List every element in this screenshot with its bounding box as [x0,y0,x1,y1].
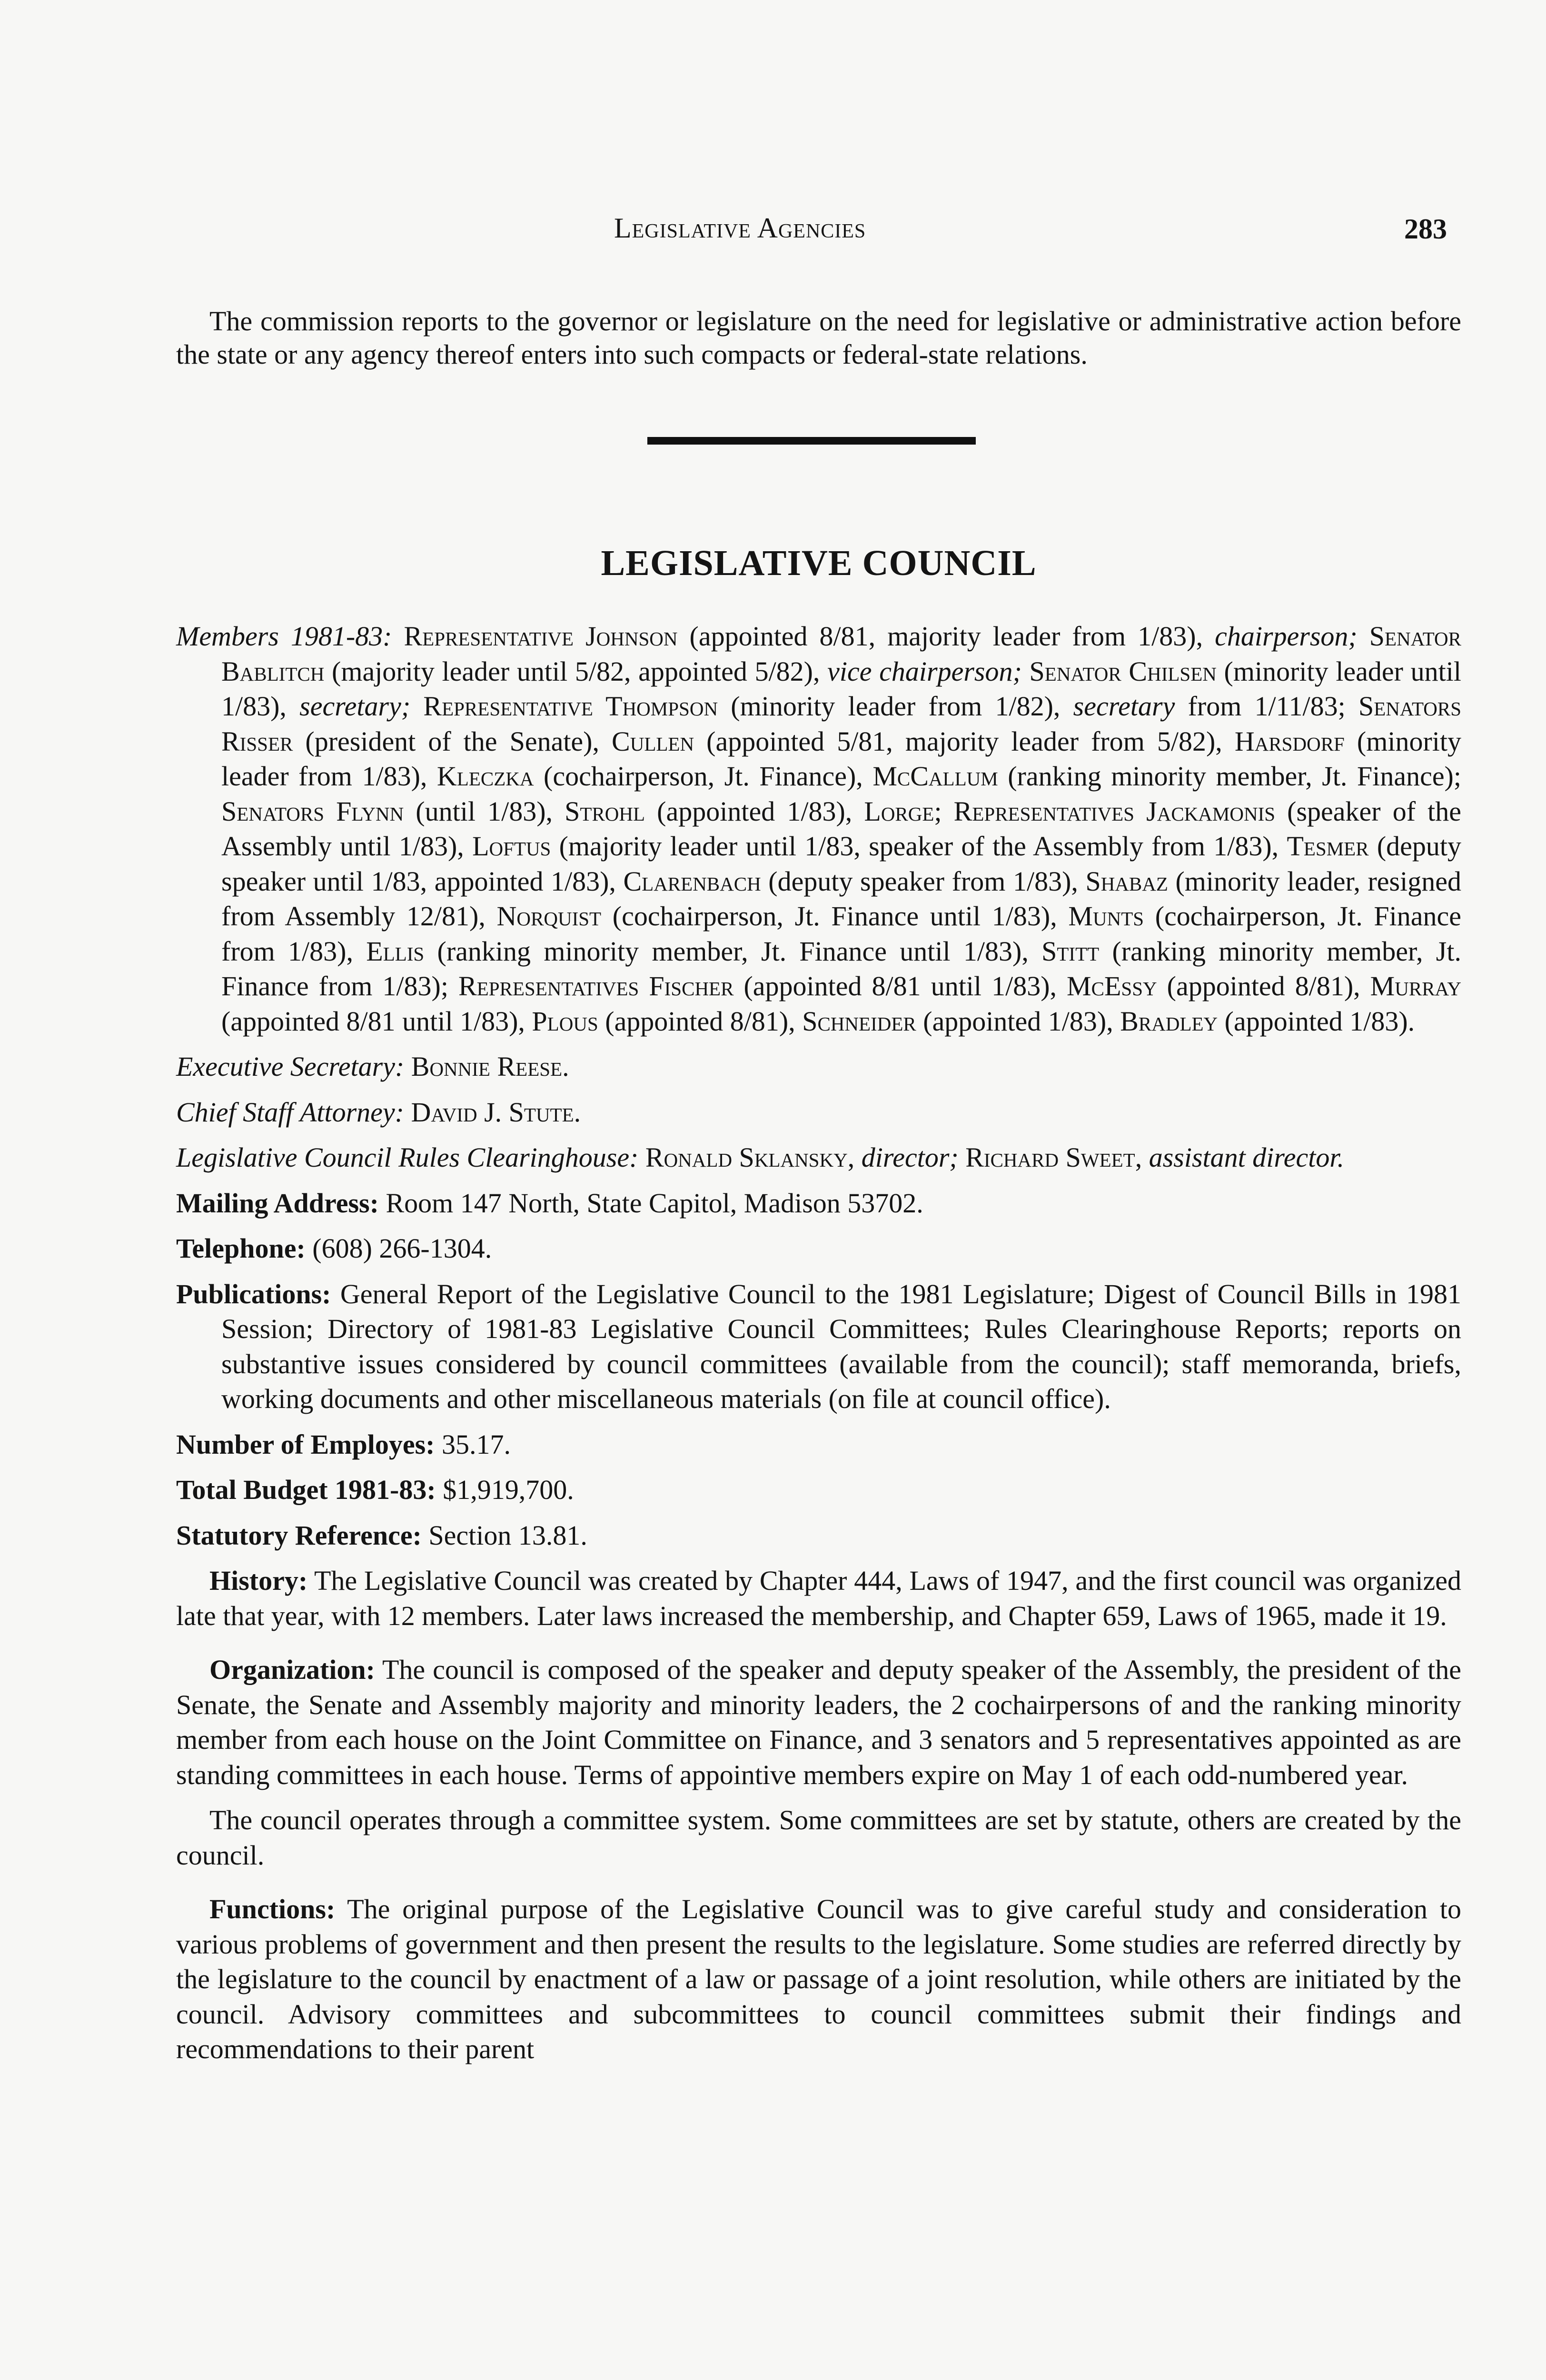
member-detail: (minority leader from 1/83), [221,725,1461,792]
publications-label: Publications: [176,1278,331,1309]
member-name: Cullen [612,725,694,757]
member-detail: (appointed 8/81 until 1/83), [733,971,1067,1002]
members-label: Members 1981-83: [176,621,392,652]
organization-label: Organization: [209,1654,375,1685]
organization-paragraph [176,1652,1461,1792]
member-detail: (until 1/83), [404,795,565,827]
member-name: Norquist [496,901,602,932]
statutory-reference-label: Statutory Reference: [176,1519,422,1551]
member-detail [1022,656,1030,687]
mailing-address-entry [176,1186,1461,1221]
member-role: vice chairperson; [827,655,1022,687]
member-name: Plous [532,1005,598,1037]
budget-entry [176,1472,1461,1507]
publications-value: General Report of the Legislative Council to the 1981 Legislature; Digest of Council Bills in 1981 Session; Directory of 1981-83 Legislative Council Committees; Rules Clearinghouse Reports; reports on substantive issues considered by council committees (available from the council); staff memoranda, briefs, working documents and other miscellaneous materials (on file at council office). [221,1278,1461,1414]
member-detail: (appointed 8/81 until 1/83), [221,1005,532,1037]
member-detail: (president of the Senate), [293,725,612,757]
member-detail: (appointed 1/83), [916,1005,1120,1037]
executive-secretary-name: Bonnie Reese. [411,1051,569,1082]
member-detail: (appointed 8/81), [598,1005,803,1037]
section-divider [647,437,976,445]
member-detail: (appointed 1/83), [645,795,864,827]
chief-staff-attorney-entry [176,1095,1461,1130]
employees-entry [176,1427,1461,1462]
functions-label: Functions: [209,1894,336,1924]
committee-system-paragraph: The council operates through a committee system. Some committees are set by statute, others are created by the council. [176,1805,1461,1871]
section-title: LEGISLATIVE COUNCIL [601,543,1037,583]
members-list [221,621,1461,1037]
member-detail: ; [934,795,954,827]
member-name: Shabaz [1085,865,1168,897]
executive-secretary-entry [176,1049,1461,1084]
member-name: Strohl [565,795,645,827]
functions-paragraph [176,1892,1461,2067]
rules-clearinghouse-label: Legislative Council Rules Clearinghouse: [176,1142,639,1173]
member-name: Kleczka [436,761,534,792]
member-detail: (cochairperson, Jt. Finance), [534,761,873,792]
budget-value: $1,919,700. [443,1474,574,1505]
member-name: Schneider [802,1005,916,1037]
member-detail: (appointed 8/81, majority leader from 1/83), [677,621,1215,652]
intro-paragraph: The commission reports to the governor or legislature on the need for legislative or administrative action before the state or any agency thereof enters into such compacts or federal-state relations. [176,306,1461,370]
telephone-entry [176,1231,1461,1266]
member-name: Senators Risser [221,691,1462,757]
member-detail: (minority leader, resigned from Assembly 12/81), [221,865,1461,932]
members-entry [176,619,1461,1039]
rules-clearinghouse-director-name: Ronald Sklansky, [645,1142,855,1173]
member-name: Loftus [472,831,551,862]
member-name: Murray [1370,971,1461,1002]
member-detail: (minority leader until 1/83), [221,655,1461,722]
member-role: chairperson; [1215,621,1358,652]
mailing-address-value: Room 147 North, State Capitol, Madison 53702. [386,1187,923,1219]
member-detail: (speaker of the Assembly until 1/83), [221,795,1461,862]
statutory-reference-entry [176,1518,1461,1553]
member-name: Tesmer [1287,831,1369,862]
member-detail: (minority leader from 1/82), [718,691,1073,722]
running-header [176,212,1461,255]
member-name: Bradley [1120,1005,1218,1037]
member-name: McEssy [1067,971,1157,1002]
member-name: Clarenbach [623,865,761,897]
council-body [176,619,1461,2067]
member-role: secretary [1073,691,1175,722]
member-name: Ellis [366,935,425,967]
member-name: Harsdorf [1234,725,1345,757]
member-detail: (deputy speaker from 1/83), [761,865,1086,897]
chief-staff-attorney-name: David J. Stute. [411,1096,581,1128]
publications-entry [176,1277,1461,1417]
member-detail [410,691,423,722]
document-page [176,0,1461,2380]
page-number: 283 [1404,213,1447,245]
member-detail: (majority leader until 5/82, appointed 5/82), [324,655,828,687]
member-name: Representative Johnson [404,621,678,652]
member-name: McCallum [872,761,998,792]
functions-text: The original purpose of the Legislative Council was to give careful study and consideration to various problems of government and then present the results to the legislature. Some studies are referred directly by the legislature to the council by enactment of a law or passage of a joint resolution, while others are initiated by the council. Advisory committees and subcommittees to council committees submit their findings and recommendations to their parent [176,1894,1461,2064]
telephone-label: Telephone: [176,1233,306,1264]
member-detail: (ranking minority member, Jt. Finance until 1/83), [424,935,1042,967]
telephone-value: (608) 266-1304. [312,1233,492,1264]
member-name: Senator Bablitch [221,621,1461,687]
member-detail: (ranking minority member, Jt. Finance); [998,761,1461,792]
member-detail [1358,621,1369,652]
employees-value: 35.17. [441,1428,511,1460]
mailing-address-label: Mailing Address: [176,1187,379,1219]
member-detail: (cochairperson, Jt. Finance until 1/83), [601,901,1069,932]
member-role: secretary; [299,691,411,722]
member-name: Munts [1068,901,1144,932]
member-name: Lorge [864,795,934,827]
member-name: Senators Flynn [221,795,404,827]
member-detail: (majority leader until 1/83, speaker of the Assembly from 1/83), [551,831,1287,862]
member-detail: (cochairperson, Jt. Finance from 1/83), [221,901,1461,967]
budget-label: Total Budget 1981-83: [176,1474,436,1505]
member-name: Representatives Jackamonis [953,795,1276,827]
rules-clearinghouse-director-title: director; [861,1142,959,1173]
member-detail: from 1/11/83; [1175,691,1358,722]
executive-secretary-label: Executive Secretary: [176,1051,405,1082]
rules-clearinghouse-entry [176,1140,1461,1175]
employees-label: Number of Employes: [176,1428,435,1460]
header-title: Legislative Agencies [614,212,866,244]
member-detail: (appointed 8/81), [1157,971,1370,1002]
member-detail: (ranking minority member, Jt. Finance from 1/83); [221,935,1461,1002]
history-paragraph [176,1563,1461,1633]
history-text: The Legislative Council was created by Chapter 444, Laws of 1947, and the first council was organized late that year, with 12 members. Later laws increased the membership, and Chapter 659, Laws of 1965, made it 19. [176,1565,1462,1631]
member-name: Senator Chilsen [1029,655,1217,687]
member-detail: (appointed 5/81, majority leader from 5/82), [694,725,1235,757]
rules-clearinghouse-assistant-name: Richard Sweet, [965,1142,1142,1173]
member-detail: (deputy speaker until 1/83, appointed 1/83), [221,831,1462,897]
organization-text: The council is composed of the speaker and deputy speaker of the Assembly, the president of the Senate, the Senate and Assembly majority and minority leaders, the 2 cochairpersons of and the ranking minority member from each house on the Joint Committee on Finance, and 3 senators and 5 representatives appointed as are standing committees in each house. Terms of appointive members expire on May 1 of each odd-numbered year. [176,1654,1461,1790]
member-detail: (appointed 1/83). [1218,1005,1415,1037]
member-name: Representative Thompson [423,691,718,722]
rules-clearinghouse-assistant-title: assistant director. [1149,1142,1345,1173]
chief-staff-attorney-label: Chief Staff Attorney: [176,1096,404,1128]
statutory-reference-value: Section 13.81. [428,1519,587,1551]
member-name: Stitt [1041,935,1100,967]
member-name: Representatives Fischer [458,971,734,1002]
history-label: History: [209,1565,308,1596]
